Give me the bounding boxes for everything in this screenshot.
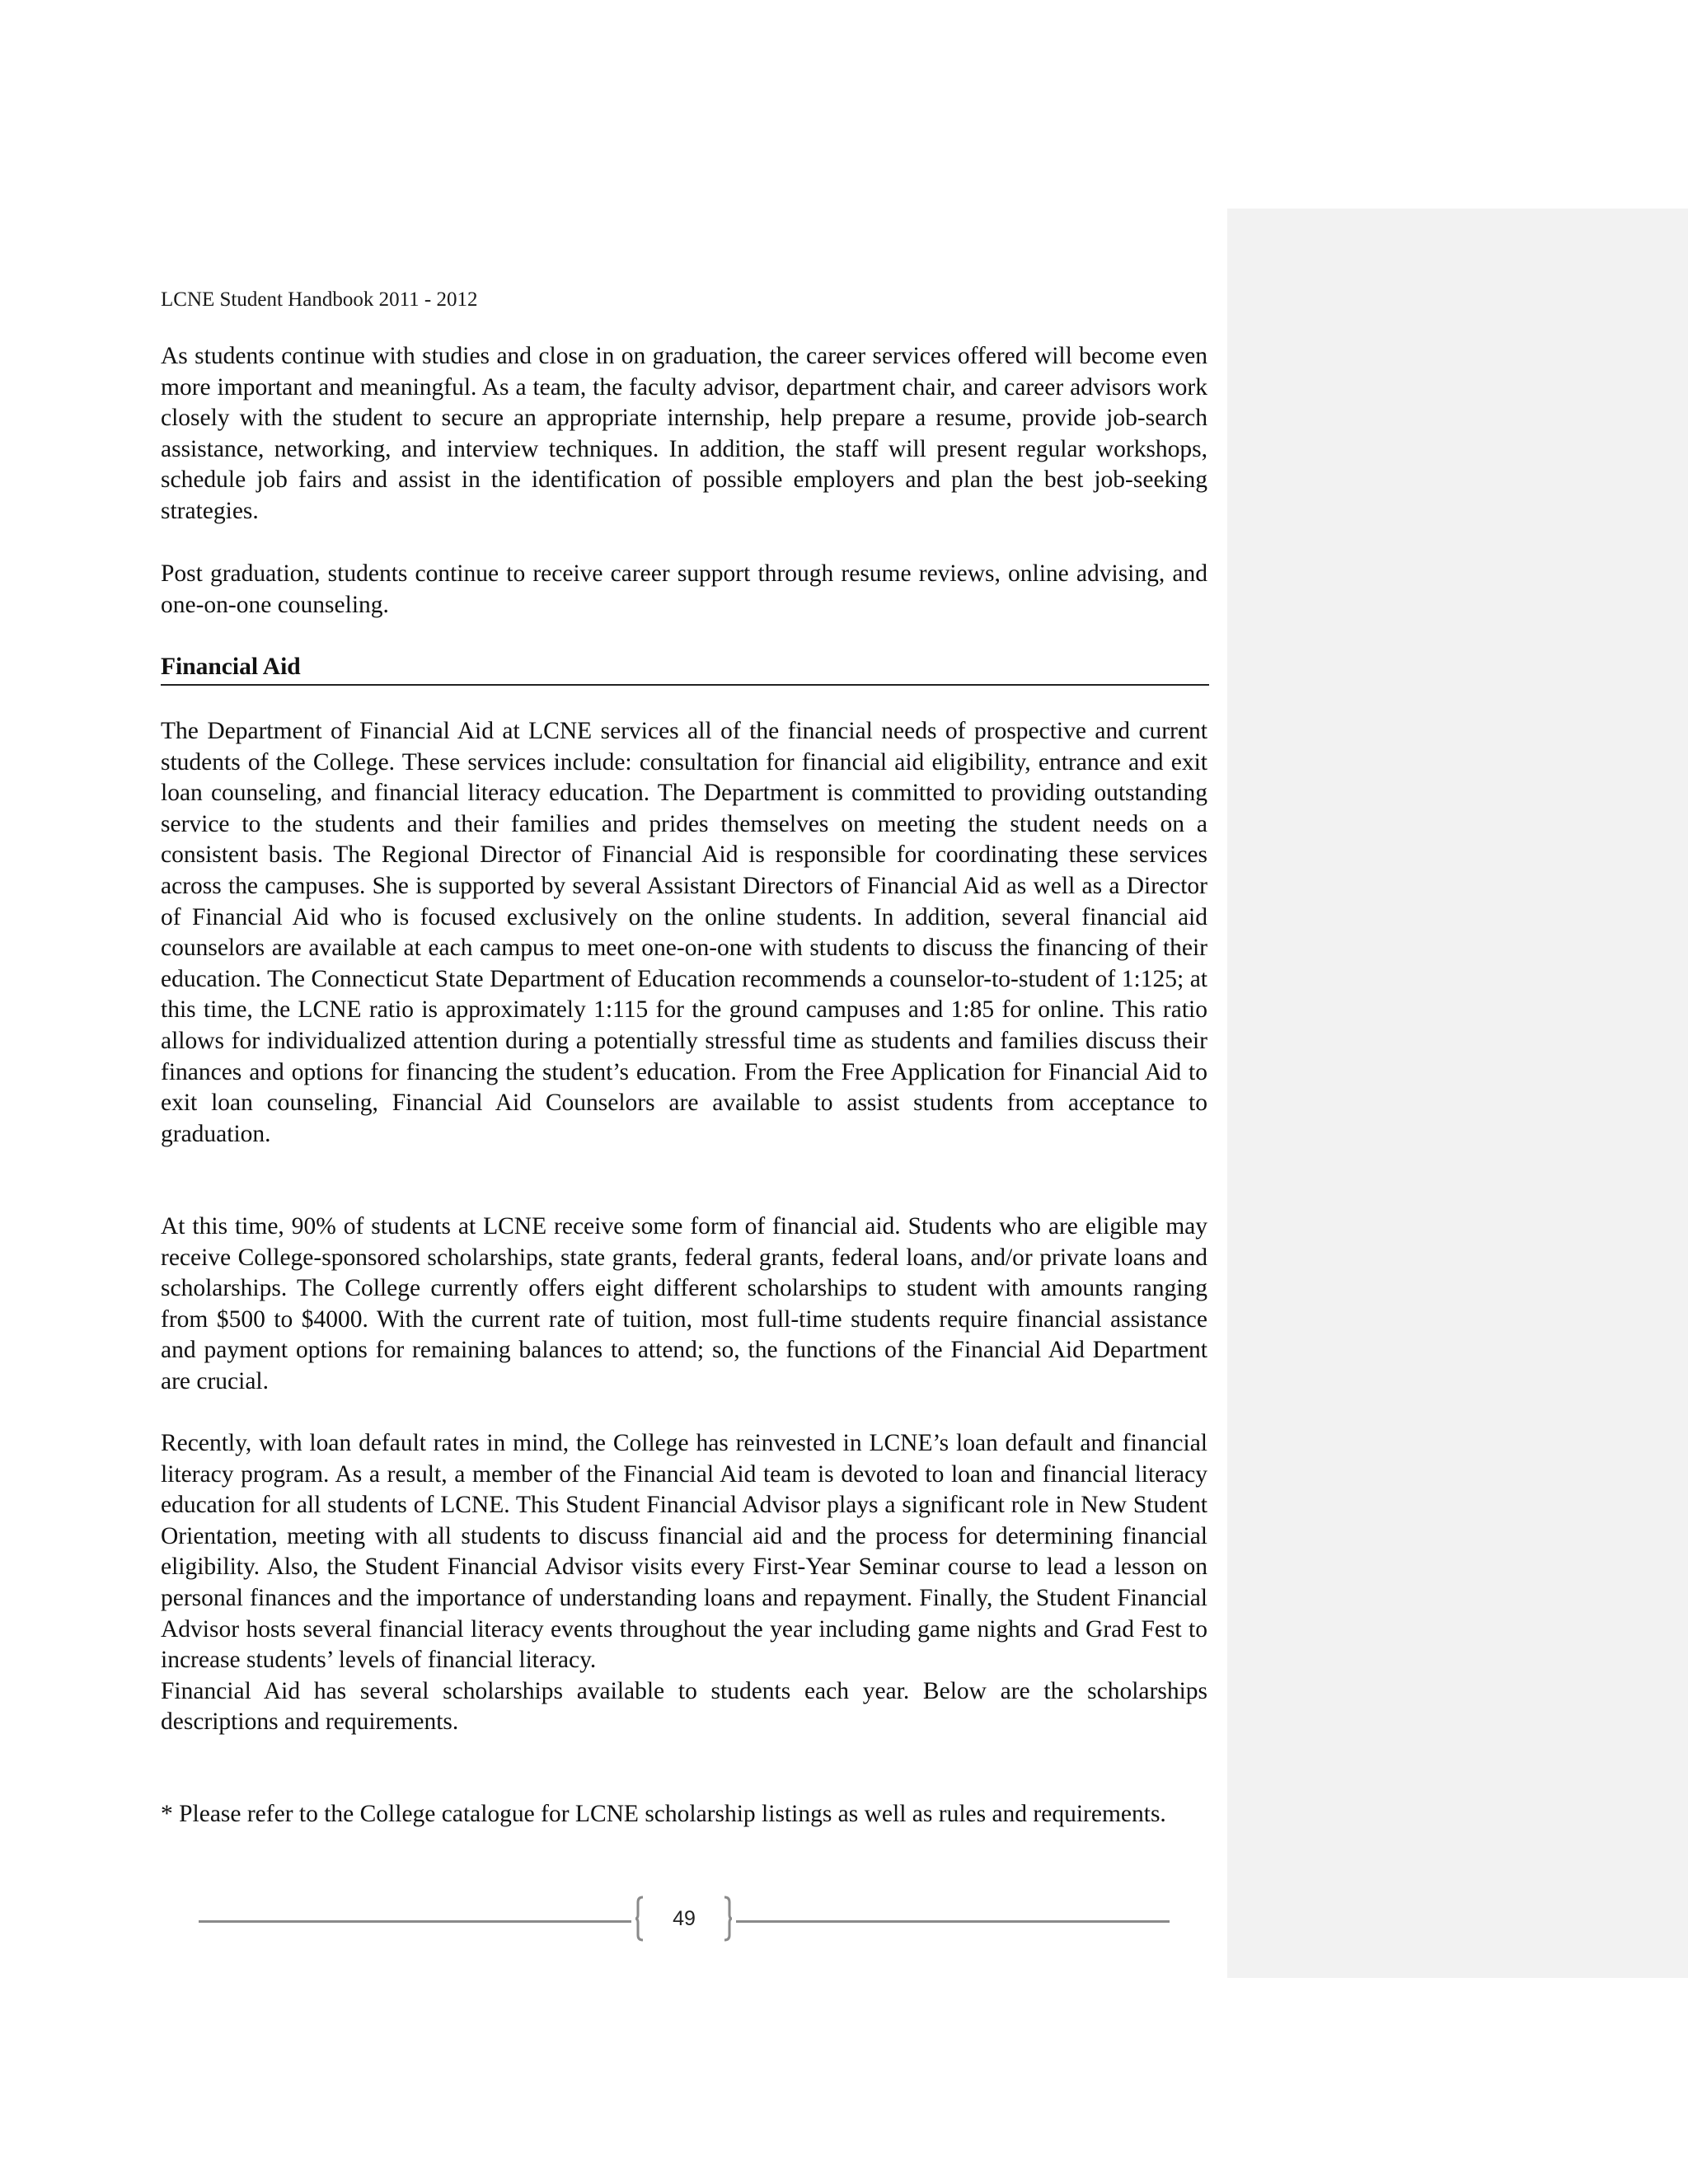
paragraph: Post graduation, students continue to receive career support through resume reviews, online advising, and one-on-one counseling. — [161, 560, 1207, 618]
running-header: LCNE Student Handbook 2011 - 2012 — [161, 288, 478, 311]
paragraph: At this time, 90% of students at LCNE receive some form of financial aid. Students who are eligible may receive College-sponsored scholarships, state grants, federal grants, federal loans, and/or private loans and scholarships. The College currently offers eight different scholarships to student with amounts ranging from $500 to $4000. With the current rate of tuition, most full-time students require financial assistance and payment options for remaining balances to attend; so, the functions of the Financial Aid Department are crucial. — [161, 1213, 1207, 1394]
financial-aid-text-2 — [161, 1212, 1207, 1398]
footer-rule-right — [736, 1920, 1170, 1923]
footer-rule-left — [199, 1920, 631, 1923]
career-services-text — [161, 341, 1207, 527]
paragraph: Recently, with loan default rates in mind, the College has reinvested in LCNE’s loan default and financial literacy program. As a result, a member of the Financial Aid team is devoted to loan and financial literacy education for all students of LCNE. This Student Financial Advisor plays a significant role in New Student Orientation, meeting with all students to discuss financial aid and the process for determining financial eligibility. Also, the Student Financial Advisor visits every First-Year Seminar course to lead a lesson on personal finances and the importance of understanding loans and repayment. Finally, the Student Financial Advisor hosts several financial literacy events throughout the year including game nights and Grad Fest to increase students’ levels of financial literacy. — [161, 1430, 1207, 1674]
financial-aid-text-3 — [161, 1428, 1207, 1738]
paragraph: * Please refer to the College catalogue for LCNE scholarship listings as well as rules and requirements. — [161, 1801, 1166, 1827]
left-brace-icon — [635, 1896, 644, 1942]
paragraph: As students continue with studies and close in on graduation, the career services offered will become even more important and meaningful. As a team, the faculty advisor, department chair, and career advisors work closely with the student to secure an appropriate internship, help prepare a resume, provide job-search assistance, networking, and interview techniques. In addition, the staff will present regular workshops, schedule job fairs and assist in the identification of possible employers and plan the best job-seeking strategies. — [161, 343, 1207, 524]
paragraph: The Department of Financial Aid at LCNE services all of the financial needs of prospective and current students of the College. These services include: consultation for financial aid eligibility, entrance and exit loan counseling, and financial literacy education. The Department is committed to providing outstanding service to the students and their families and prides themselves on meeting the student needs on a consistent basis. The Regional Director of Financial Aid is responsible for coordinating these services across the campuses. She is supported by several Assistant Directors of Financial Aid as well as a Director of Financial Aid who is focused exclusively on the online students. In addition, several financial aid counselors are available at each campus to meet one-on-one with students to discuss the financing of their education. The Connecticut State Department of Education recommends a counselor-to-student of 1:125; at this time, the LCNE ratio is approximately 1:115 for the ground campuses and 1:85 for online. This ratio allows for individualized attention during a potentially stressful time as students and families discuss their finances and options for financing the student’s education. From the Free Application for Financial Aid to exit loan counseling, Financial Aid Counselors are available to assist students from acceptance to graduation. — [161, 718, 1207, 1147]
page-footer — [199, 1896, 1170, 1945]
financial-aid-text-1 — [161, 716, 1207, 1150]
right-brace-icon — [724, 1896, 732, 1942]
paragraph: Financial Aid has several scholarships available to students each year. Below are the scholarships descriptions and requirements. — [161, 1677, 1207, 1736]
page-number: 49 — [673, 1907, 696, 1930]
financial-aid-heading: Financial Aid — [161, 652, 1209, 686]
comment-margin-pane — [1227, 209, 1688, 1978]
career-services-text-2 — [161, 559, 1207, 621]
scholarship-note — [161, 1799, 1207, 1830]
